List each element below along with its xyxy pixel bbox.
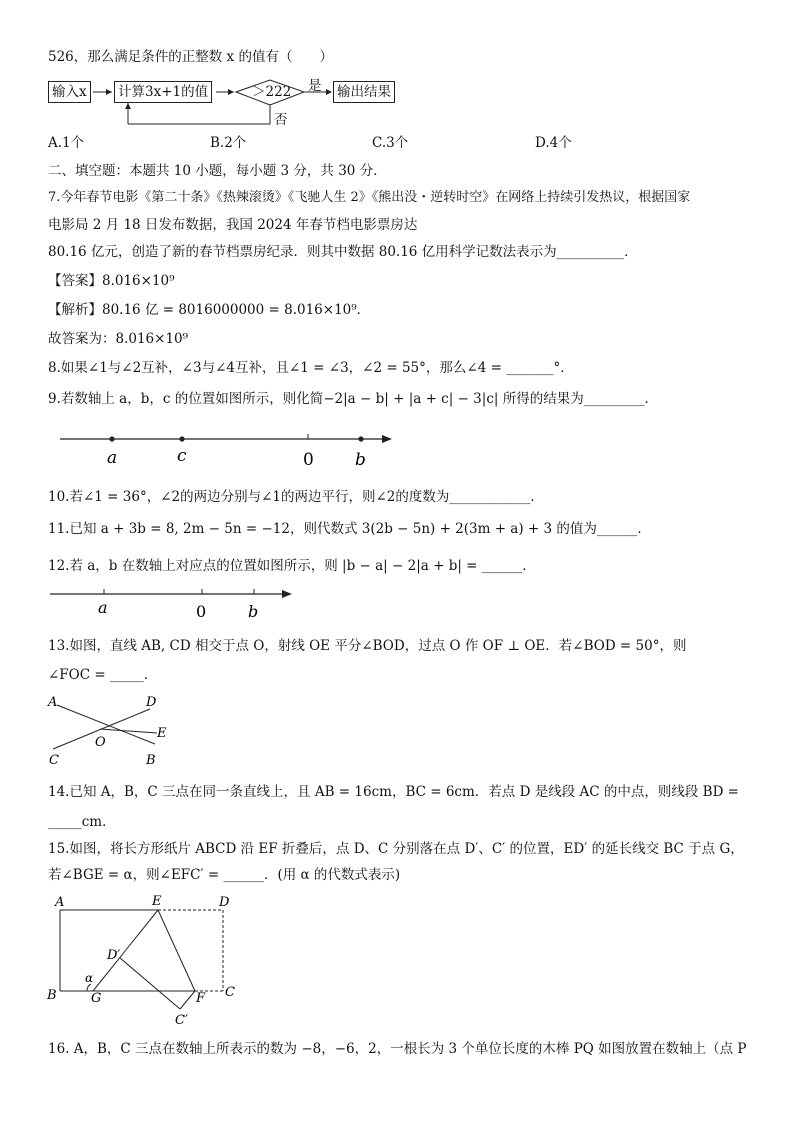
q7-analysis: 【解析】80.16 亿 = 8016000000 = 8.016×10⁹．	[48, 302, 371, 318]
flowchart	[48, 78, 408, 128]
flow-compute-box: 计算3x+1的值	[114, 81, 212, 103]
q14-line2: _____cm．	[48, 814, 116, 830]
q7-line2: 电影局 2 月 18 日发布数据，我国 2024 年春节档电影票房达	[48, 217, 418, 233]
svg-text:B: B	[146, 753, 156, 767]
svg-text:C: C	[49, 753, 59, 767]
q13-line2: ∠FOC = _____．	[48, 667, 158, 683]
svg-text:G: G	[91, 991, 102, 1006]
q7-answer: 【答案】8.016×10⁹	[48, 273, 175, 289]
label-b: b	[355, 450, 366, 470]
q12-text: 12.若 a，b 在数轴上对应点的位置如图所示，则 |b − a| − 2|a + b| = ______．	[48, 558, 536, 574]
svg-text:D′: D′	[107, 948, 121, 963]
svg-text:F: F	[196, 991, 206, 1006]
option-c: C.3个	[372, 135, 409, 151]
q10-text: 10.若∠1 = 36°，∠2的两边分别与∠1的两边平行，则∠2的度数为____________．	[48, 489, 544, 505]
number-line-q9	[55, 425, 415, 475]
segment-EF	[158, 910, 195, 991]
svg-text:O: O	[95, 735, 106, 750]
q15-line2: 若∠BGE = α，则∠EFC′ = ______．(用 α 的代数式表示)	[48, 867, 401, 883]
svg-text:E: E	[152, 894, 162, 909]
q9-text: 9.若数轴上 a，b，c 的位置如图所示，则化简−2|a − b| + |a + c| − 3|c| 所得的结果为_________．	[48, 391, 658, 407]
svg-text:C′: C′	[175, 1013, 188, 1028]
line-AB	[57, 705, 155, 744]
q8-text: 8.如果∠1与∠2互补，∠3与∠4互补，且∠1 = ∠3，∠2 = 55°，那么∠4 = _______°．	[48, 360, 574, 376]
flow-output-box: 输出结果	[333, 81, 395, 103]
q7-conclusion: 故答案为：8.016×10⁹	[48, 331, 189, 347]
label-c: c	[177, 446, 187, 466]
q16-text: 16. A，B，C 三点在数轴上所表示的数为 −8，−6，2，一根长为 3 个单位长度的木棒 PQ 如图放置在数轴上（点 P	[48, 1041, 747, 1057]
label-zero: 0	[196, 602, 207, 621]
segment-C-prime-F	[180, 991, 195, 1009]
svg-text:B: B	[47, 988, 57, 1003]
svg-text:C: C	[225, 985, 235, 1000]
label-zero: 0	[303, 450, 314, 470]
figure-q13	[45, 692, 185, 767]
point-a	[109, 436, 114, 441]
point-b	[358, 436, 363, 441]
number-line-q12	[45, 585, 305, 625]
ray-OE	[100, 729, 157, 733]
q14-line1: 14.已知 A，B，C 三点在同一条直线上，且 AB = 16cm，BC = 6cm．若点 D 是线段 AC 的中点，则线段 BD =	[48, 784, 739, 800]
flow-yes-label: 是	[308, 78, 322, 94]
figure-q15	[45, 892, 255, 1032]
option-d: D.4个	[535, 135, 572, 151]
option-b: B.2个	[210, 135, 247, 151]
label-a: a	[107, 448, 118, 468]
svg-text:A: A	[55, 895, 65, 910]
q13-line1: 13.如图，直线 AB, CD 相交于点 O，射线 OE 平分∠BOD，过点 O 作 OF ⊥ OE．若∠BOD = 50°，则	[48, 638, 687, 654]
q15-line1: 15.如图，将长方形纸片 ABCD 沿 EF 折叠后，点 D、C 分别落在点 D′、C′ 的位置，ED′ 的延长线交 BC 于点 G，	[48, 841, 744, 857]
q11-text: 11.已知 a + 3b = 8, 2m − 5n = −12，则代数式 3(2b − 5n) + 2(3m + a) + 3 的值为______．	[48, 521, 651, 537]
point-c	[179, 436, 184, 441]
svg-text:D: D	[219, 895, 230, 910]
flow-no-label: 否	[274, 112, 288, 128]
svg-text:E: E	[157, 726, 167, 741]
svg-text:A: A	[48, 695, 58, 710]
svg-text:α: α	[85, 971, 94, 985]
segment-DC-prime	[120, 958, 180, 1009]
q7-line1: 7.今年春节电影《第二十条》《热辣滚烫》《飞驰人生 2》《熊出没・逆转时空》在网络上持续引发热议，根据国家	[48, 190, 691, 205]
label-b: b	[248, 602, 259, 621]
q7-line3: 80.16 亿元，创造了新的春节档票房纪录．则其中数据 80.16 亿用科学记数法表示为__________．	[48, 244, 638, 260]
q6-stem-tail: 526，那么满足条件的正整数 x 的值有（ ）	[48, 49, 333, 65]
segment-EG	[93, 910, 158, 991]
flow-input-box: 输入x	[48, 81, 91, 103]
label-a: a	[98, 598, 108, 617]
option-a: A.1个	[48, 135, 85, 151]
section-title: 二、填空题：本题共 10 小题，每小题 3 分，共 30 分．	[48, 163, 387, 179]
flow-condition-label: ＞222	[252, 84, 292, 100]
svg-text:D: D	[146, 695, 157, 710]
